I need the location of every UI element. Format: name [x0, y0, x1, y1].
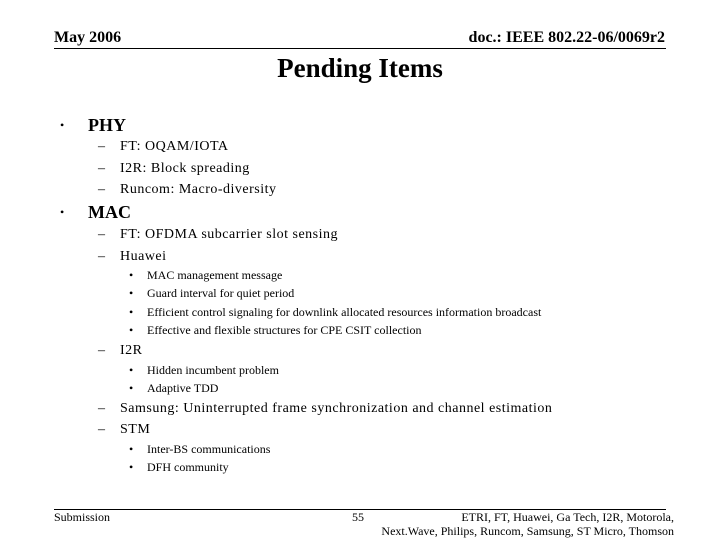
- bullet-marker: •: [129, 268, 134, 282]
- footer-submission: Submission: [54, 510, 111, 524]
- footer-page-number: 55: [352, 510, 364, 524]
- mac-subitem: Efficient control signaling for downlink allocated resources information broadcast: [147, 305, 542, 319]
- mac-subitem: Inter-BS communications: [147, 442, 271, 456]
- bullet-marker: •: [129, 286, 134, 300]
- dash-marker: –: [98, 249, 106, 264]
- mac-item: I2R: [120, 343, 143, 358]
- bullet-marker: •: [60, 118, 65, 132]
- footer-authors-line2: Next.Wave, Philips, Runcom, Samsung, ST Micro, Thomson: [381, 524, 674, 538]
- header-divider: [54, 48, 666, 49]
- mac-subitem: Effective and flexible structures for CPE CSIT collection: [147, 323, 422, 337]
- mac-subitem: Adaptive TDD: [147, 381, 219, 395]
- header-doc-id: doc.: IEEE 802.22-06/0069r2: [468, 29, 665, 46]
- dash-marker: –: [98, 182, 106, 197]
- section-mac-heading: MAC: [88, 202, 131, 222]
- bullet-marker: •: [129, 381, 134, 395]
- slide-title: Pending Items: [277, 53, 443, 83]
- bullet-marker: •: [129, 323, 134, 337]
- mac-subitem: DFH community: [147, 460, 229, 474]
- mac-subitem: Hidden incumbent problem: [147, 363, 279, 377]
- mac-item: STM: [120, 422, 151, 437]
- dash-marker: –: [98, 139, 106, 154]
- phy-item: FT: OQAM/IOTA: [120, 139, 229, 154]
- mac-item: Samsung: Uninterrupted frame synchronization and channel estimation: [120, 401, 553, 416]
- dash-marker: –: [98, 161, 106, 176]
- bullet-marker: •: [129, 305, 134, 319]
- dash-marker: –: [98, 401, 106, 416]
- mac-subitem: MAC management message: [147, 268, 283, 282]
- section-phy-heading: PHY: [88, 115, 126, 135]
- mac-item: Huawei: [120, 249, 167, 264]
- footer-authors-line1: ETRI, FT, Huawei, Ga Tech, I2R, Motorola,: [461, 510, 674, 524]
- dash-marker: –: [98, 422, 106, 437]
- phy-item: I2R: Block spreading: [120, 161, 250, 176]
- bullet-marker: •: [60, 205, 65, 219]
- mac-item: FT: OFDMA subcarrier slot sensing: [120, 227, 339, 242]
- bullet-marker: •: [129, 442, 134, 456]
- phy-item: Runcom: Macro-diversity: [120, 182, 277, 197]
- bullet-marker: •: [129, 363, 134, 377]
- bullet-marker: •: [129, 460, 134, 474]
- header-date: May 2006: [54, 29, 122, 46]
- dash-marker: –: [98, 227, 106, 242]
- mac-subitem: Guard interval for quiet period: [147, 286, 295, 300]
- dash-marker: –: [98, 343, 106, 358]
